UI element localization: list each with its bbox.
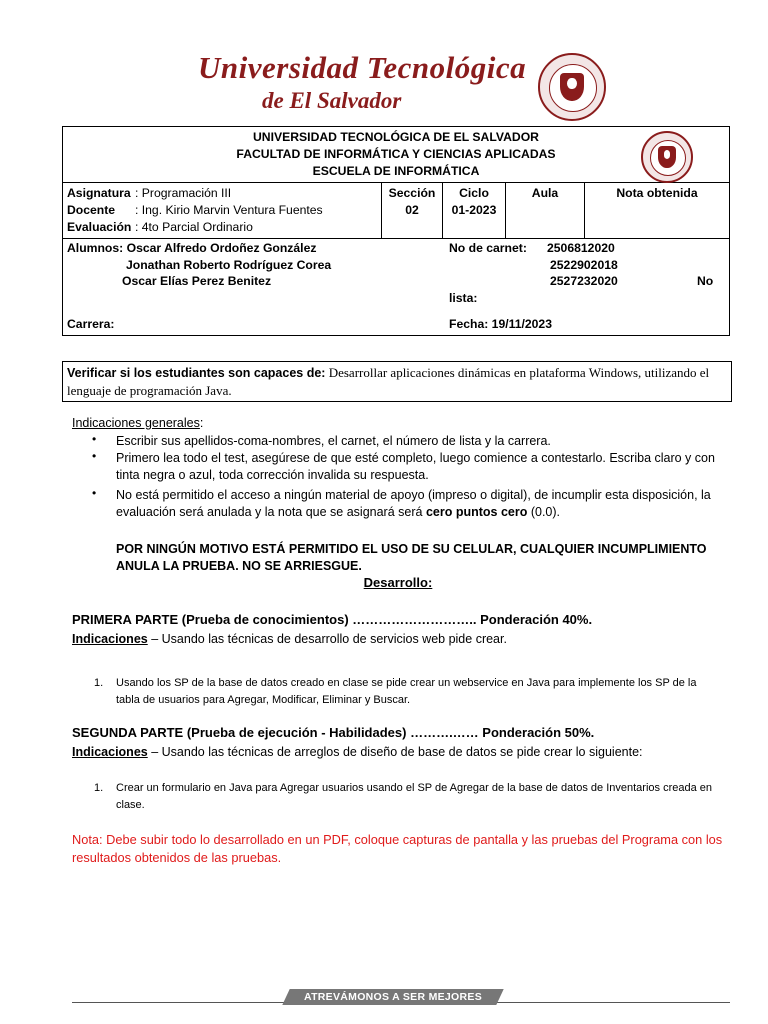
desarrollo-heading: Desarrollo: <box>363 575 433 590</box>
university-seal-icon <box>538 53 606 121</box>
objective-lead: Verificar si los estudiantes son capaces de: <box>67 366 326 380</box>
bullet-icon: • <box>92 432 97 446</box>
bullet-icon: • <box>92 449 97 463</box>
part1-indications-label: Indicaciones <box>72 632 148 646</box>
fecha-label: Fecha: 19/11/2023 <box>449 317 552 331</box>
school-name: ESCUELA DE INFORMÁTICA <box>312 164 480 178</box>
university-logo-subtitle: de El Salvador <box>262 88 402 113</box>
docente-value: : Ing. Kirio Marvin Ventura Fuentes <box>135 203 323 217</box>
alumnos-label: Alumnos: <box>67 241 124 255</box>
submission-note: Nota: Debe subir todo lo desarrollado en un PDF, coloque capturas de pantalla y las pruebas del Programa con los resultados obtenidos de las pruebas. <box>72 832 723 865</box>
objective-text: Desarrollar aplicaciones dinámicas en plataforma Windows, utilizando el lenguaje de programación Java. <box>67 365 710 398</box>
student-name: Oscar Alfredo Ordoñez González <box>126 241 317 255</box>
asignatura-value: : Programación III <box>135 186 232 200</box>
seccion-value: 02 <box>405 203 419 217</box>
ciclo-value: 01-2023 <box>451 203 497 217</box>
heading-colon: : <box>199 416 204 430</box>
university-logo-title: Universidad Tecnológica <box>198 50 527 85</box>
bullet-3-text: No está permitido el acceso a ningún material de apoyo (impreso o digital), de incumplir esta disposición, la evaluación será anulada y la nota que se asignará será <box>116 488 711 519</box>
part1-item-number: 1. <box>94 677 104 689</box>
carnet-label: No de carnet: <box>449 241 527 255</box>
part2-title: SEGUNDA PARTE (Prueba de ejecución - Habilidades) ……….…… Ponderación 50%. <box>72 725 595 740</box>
part2-indications-text: – Usando las técnicas de arreglos de diseño de base de datos se pide crear lo siguiente: <box>147 745 643 759</box>
ciclo-label: Ciclo <box>459 186 489 200</box>
part2-item-number: 1. <box>94 782 104 794</box>
carnet-number: 2527232020 <box>550 274 618 288</box>
no-label: No <box>697 274 714 288</box>
part2-indications-label: Indicaciones <box>72 745 148 759</box>
institution-cell <box>63 127 730 183</box>
phone-warning: POR NINGÚN MOTIVO ESTÁ PERMITIDO EL USO DE SU CELULAR, CUALQUIER INCUMPLIMIENTO ANULA LA PRUEBA. NO SE ARRIESGUE. <box>116 542 707 573</box>
exam-info-table <box>62 126 730 336</box>
asignatura-label: Asignatura <box>67 186 131 200</box>
university-name: UNIVERSIDAD TECNOLÓGICA DE EL SALVADOR <box>253 130 539 144</box>
general-indications-title: Indicaciones generales <box>72 416 200 430</box>
lista-label: lista: <box>449 291 478 305</box>
faculty-name: FACULTAD DE INFORMÁTICA Y CIENCIAS APLICADAS <box>236 147 556 161</box>
general-indications-heading <box>72 415 203 432</box>
carnet-number: 2506812020 <box>547 241 615 255</box>
bullet-3-bold: cero puntos cero <box>425 505 528 519</box>
nota-cell <box>585 183 730 239</box>
students-cell <box>63 239 730 336</box>
aula-label: Aula <box>531 186 559 200</box>
part2-item-text: Crear un formulario en Java para Agregar usuarios usando el SP de Agregar de la base de datos de Inventarios creada en clase. <box>116 782 713 811</box>
objective-box <box>62 361 732 402</box>
carnet-number: 2522902018 <box>550 258 618 272</box>
part2-indications <box>72 744 643 761</box>
seccion-label: Sección <box>388 186 436 200</box>
docente-label: Docente <box>67 203 116 217</box>
student-name: Oscar Elías Perez Benitez <box>122 274 272 288</box>
footer-slogan: ATREVÁMONOS A SER MEJORES <box>303 991 483 1003</box>
university-seal-icon <box>641 131 693 183</box>
evaluacion-value: : 4to Parcial Ordinario <box>135 220 253 234</box>
nota-label: Nota obtenida <box>616 186 698 200</box>
bullet-3-end: (0.0). <box>527 505 561 519</box>
part1-item-text: Usando los SP de la base de datos creado en clase se pide crear un webservice en Java para implemente los SP de la tabla de usuarios para Agregar, Modificar, Eliminar y Buscar. <box>116 677 697 706</box>
part1-indications-text: – Usando las técnicas de desarrollo de servicios web pide crear. <box>147 632 507 646</box>
student-name: Jonathan Roberto Rodríguez Corea <box>126 258 332 272</box>
evaluacion-label: Evaluación <box>67 220 132 234</box>
part1-title: PRIMERA PARTE (Prueba de conocimientos) ……………………….. Ponderación 40%. <box>72 612 593 627</box>
carrera-label: Carrera: <box>67 317 115 331</box>
aula-cell <box>506 183 585 239</box>
ciclo-cell <box>443 183 506 239</box>
bullet-icon: • <box>92 486 97 500</box>
indication-bullet-3 <box>116 487 726 521</box>
part1-indications <box>72 631 507 648</box>
course-info-cell <box>63 183 382 239</box>
indication-bullet-2: Primero lea todo el test, asegúrese de que esté completo, luego comience a contestarlo. Escriba claro y con tinta negra o azul, toda corrección invalida su respuesta. <box>116 451 715 482</box>
indication-bullet-1: Escribir sus apellidos-coma-nombres, el carnet, el número de lista y la carrera. <box>116 434 551 448</box>
seccion-cell <box>382 183 443 239</box>
